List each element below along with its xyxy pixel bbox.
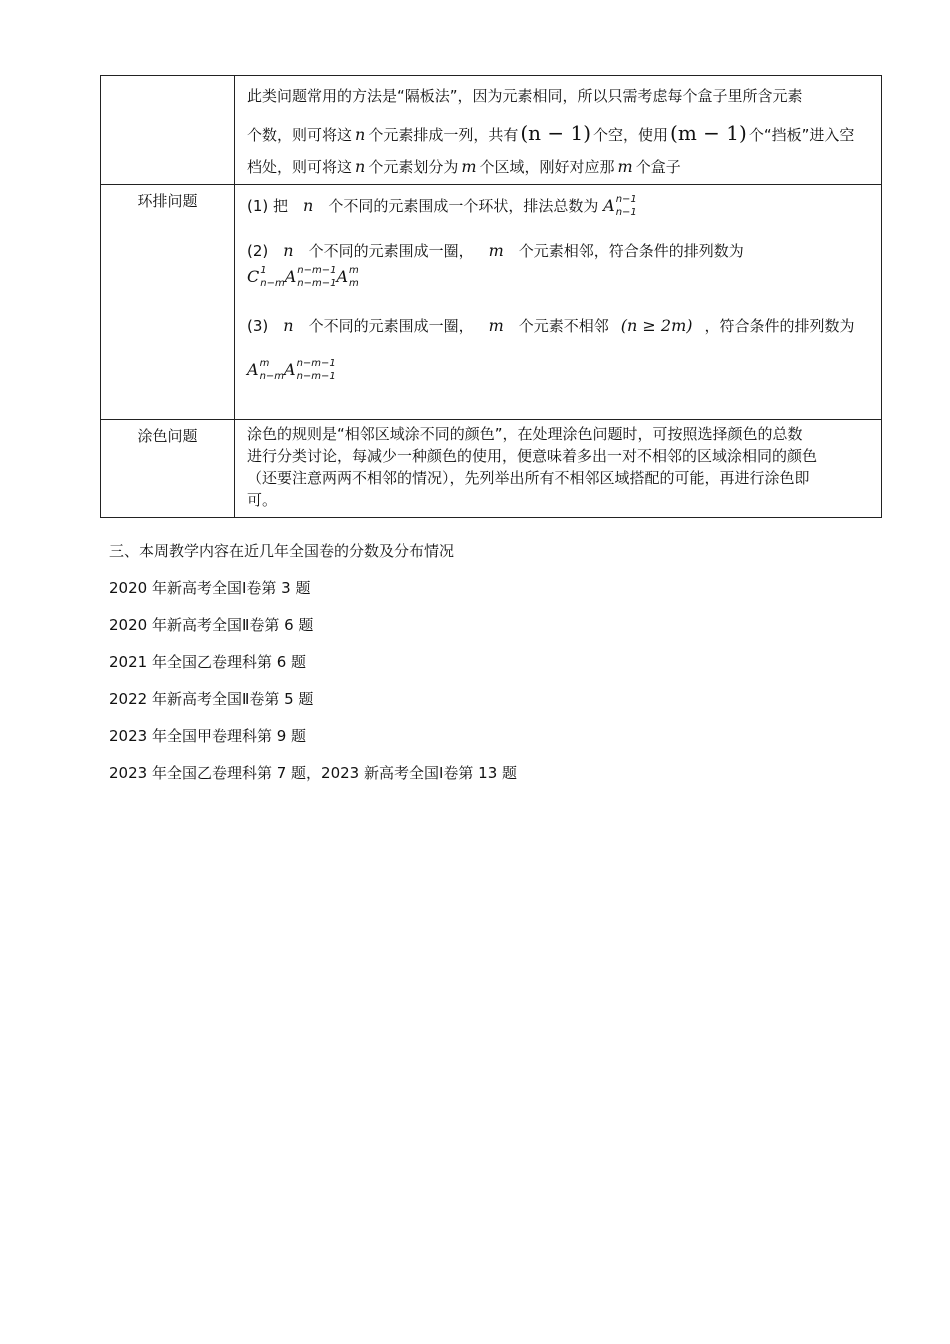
text-line: （还要注意两两不相邻的情况），先列举出所有不相邻区域搭配的可能，再进行涂色即 <box>247 469 810 487</box>
section-heading: 三、本周教学内容在近几年全国卷的分数及分布情况 <box>109 542 455 560</box>
formula-m-minus-1: (m − 1) <box>670 121 747 145</box>
list-item: 2022 年新高考全国Ⅱ卷第 5 题 <box>109 690 314 708</box>
formula-n-minus-1: (n − 1) <box>520 121 592 145</box>
row-label: 环排问题 <box>101 185 235 420</box>
exam-distribution-section <box>109 540 517 799</box>
row-content-partition <box>235 76 882 185</box>
row-label: 涂色问题 <box>101 420 235 518</box>
list-item: 2023 年全国甲卷理科第 9 题 <box>109 727 307 745</box>
text-line: 涂色的规则是“相邻区域涂不同的颜色”，在处理涂色问题时，可按照选择颜色的总数 <box>247 425 803 443</box>
text-line: 可。 <box>247 491 278 509</box>
item-2: (2) n 个不同的元素围成一圈， m 个元素相邻，符合条件的排列数为 <box>247 241 744 260</box>
item-2-formula: C 1 n−m A n−m−1 n−m−1 A m m <box>247 265 359 289</box>
item-3-formula: A m n−m A n−m−1 n−m−1 <box>247 358 336 382</box>
text-line: 档处，则可将这 n 个元素划分为 m 个区域，刚好对应那 m 个盒子 <box>247 157 681 176</box>
formula-A: A <box>603 196 615 215</box>
table-row <box>101 420 882 518</box>
item-1: (1) 把 n 个不同的元素围成一个环状，排法总数为 A n−1 n−1 <box>247 194 637 218</box>
list-item: 2021 年全国乙卷理科第 6 题 <box>109 653 307 671</box>
text-line: 个数，则可将这 n 个元素排成一列，共有 (n − 1) 个空，使用 (m − 1) 个“挡板”进入空 <box>247 121 855 145</box>
methods-table <box>100 75 882 518</box>
table-row <box>101 76 882 185</box>
list-item: 2023 年全国乙卷理科第 7 题，2023 新高考全国Ⅰ卷第 13 题 <box>109 764 518 782</box>
list-item: 2020 年新高考全国Ⅰ卷第 3 题 <box>109 579 311 597</box>
text-line: 进行分类讨论，每减少一种颜色的使用，便意味着多出一对不相邻的区域涂相同的颜色 <box>247 447 818 465</box>
text-line: 此类问题常用的方法是“隔板法”，因为元素相同，所以只需考虑每个盒子里所含元素 <box>247 87 803 105</box>
table-row <box>101 185 882 420</box>
item-3: (3) n 个不同的元素围成一圈， m 个元素不相邻 (n ≥ 2m) ，符合条件的排列数为 <box>247 316 855 335</box>
row-content-coloring <box>235 420 882 518</box>
list-item: 2020 年新高考全国Ⅱ卷第 6 题 <box>109 616 314 634</box>
row-content-circular <box>235 185 882 420</box>
row-label-empty <box>101 76 235 185</box>
